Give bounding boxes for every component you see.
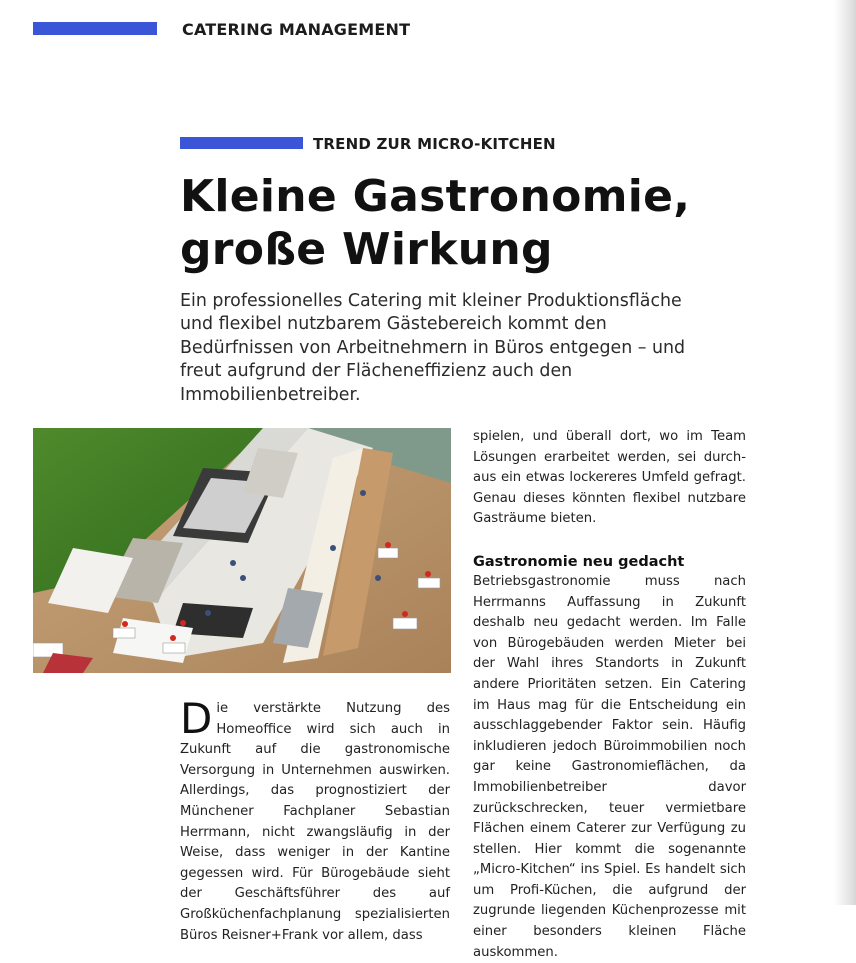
section-accent-bar: [33, 22, 157, 35]
headline-line-2: große Wirkung: [180, 224, 553, 275]
kitchen-floorplan-image: [33, 428, 451, 673]
section-label: CATERING MANAGEMENT: [182, 20, 411, 39]
headline-line-1: Kleine Gastronomie,: [180, 171, 691, 222]
body-left-text: ie verstärkte Nutzung des Homeoffice wird sich auch in Zukunft auf die gastronomische Versorgung in Unternehmen auswirken. Allerdings, das prognostiziert der Münchener Fachplaner Sebastian Herrmann, nicht zwangsläufig in der Weise, dass weniger in der Kantine gegessen wird. Für Bürogebäude sieht der Geschäftsführer des auf Großküchenfachplanung spezialisierten Büros Reisner+Frank vor allem, dass: [180, 701, 450, 943]
article-body-left: [180, 694, 450, 946]
article-headline: [180, 170, 690, 276]
article-subhead: Gastronomie neu gedacht: [473, 553, 685, 570]
article-lede: Ein professionelles Catering mit kleiner Produktionsfläche und flexibel nutzbarem Gästebereich kommt den Bedürfnissen von Arbeitnehmern in Büros entgegen – und freut aufgrund der Flächeneffizienz auch den Immobilienbetreiber.: [180, 291, 686, 405]
body-right-paragraph-2: Betriebsgastronomie muss nach Herrmanns Auffassung in Zukunft deshalb neu gedacht werden. Im Falle von Bürogebäuden werden Mieter bei der Wahl ihres Standorts in Zukunft andere Prioritäten setzen. Ein Catering im Haus mag für die Entscheidung ein ausschlaggebender Faktor sein. Häufig inkludieren jedoch Büroimmobilien noch gar keine Gastronomieflächen, da Immobilienbetreiber davor zurückschrecken, teuer vermietbare Flächen einem Caterer zur Verfügung zu stellen. Hier kommt die sogenannte „Micro-Kitchen“ ins Spiel. Es handelt sich um Profi-Küchen, die aufgrund der zugrunde liegenden Küchenprozesse mit einer besonders kleinen Fläche auskommen.: [473, 573, 746, 960]
article-kicker: TREND ZUR MICRO-KITCHEN: [313, 135, 556, 153]
body-right-paragraph-1: spielen, und überall dort, wo im Team Lösungen erarbeitet werden, sei durchaus ein etwas lockereres Umfeld gefragt. Genau dieses könnten flexibel nutzbare Gasträume bieten.: [473, 429, 746, 527]
kicker-accent-bar: [180, 137, 303, 149]
drop-cap: D: [180, 694, 213, 743]
page-gutter-shadow: [834, 0, 856, 905]
article-body-right: [473, 427, 746, 963]
